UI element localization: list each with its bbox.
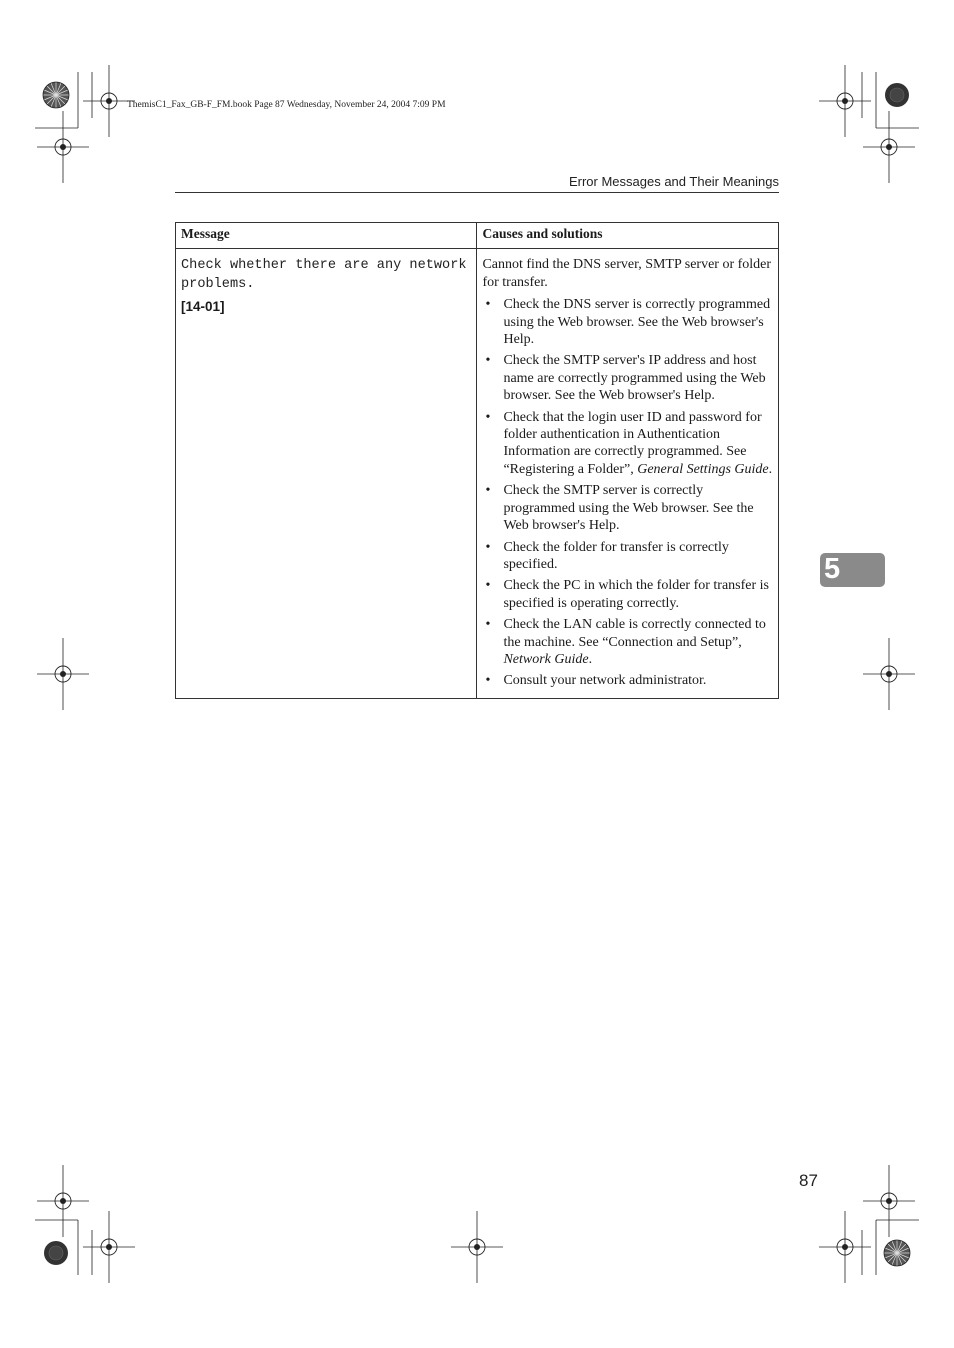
causes-intro: Cannot find the DNS server, SMTP server or folder for transfer. <box>482 257 772 290</box>
table-row <box>176 249 779 698</box>
list-item: • Check the folder for transfer is correctly specified. <box>482 539 773 574</box>
causes-list <box>482 296 773 690</box>
list-item: • Consult your network administrator. <box>482 672 773 689</box>
chapter-tab <box>820 553 885 587</box>
table-header-row <box>176 223 779 249</box>
list-item: • Check the LAN cable is correctly connected to the machine. See “Connection and Setup”, Network Guide. <box>482 616 773 668</box>
error-message-text: Check whether there are any network problems. <box>181 258 467 293</box>
list-item: • Check that the login user ID and password for folder authentication in Authentication Information are correctly programmed. See “Registering a Folder”, General Settings Guide. <box>482 409 773 479</box>
manual-reference: General Settings Guide <box>637 461 769 477</box>
page-number: 87 <box>799 1171 818 1190</box>
causes-cell <box>477 249 779 698</box>
list-item: • Check the SMTP server's IP address and host name are correctly programmed using the Web browser. See the Web browser's Help. <box>482 352 773 404</box>
message-cell <box>176 249 477 698</box>
print-header: ThemisC1_Fax_GB-F_FM.book Page 87 Wednesday, November 24, 2004 7:09 PM <box>127 100 446 110</box>
column-header-causes: Causes and solutions <box>477 223 779 249</box>
manual-reference: Network Guide <box>503 651 589 667</box>
chapter-number: 5 <box>824 553 841 585</box>
column-header-message: Message <box>176 223 477 249</box>
list-item: • Check the SMTP server is correctly programmed using the Web browser. See the Web browser's Help. <box>482 482 773 534</box>
error-table <box>175 222 779 699</box>
running-header-title: Error Messages and Their Meanings <box>568 174 779 189</box>
list-item: • Check the DNS server is correctly programmed using the Web browser. See the Web browser's Help. <box>482 296 773 348</box>
error-code: [14-01] <box>181 299 225 315</box>
list-item: • Check the PC in which the folder for transfer is specified is operating correctly. <box>482 577 773 612</box>
running-header <box>175 174 779 193</box>
